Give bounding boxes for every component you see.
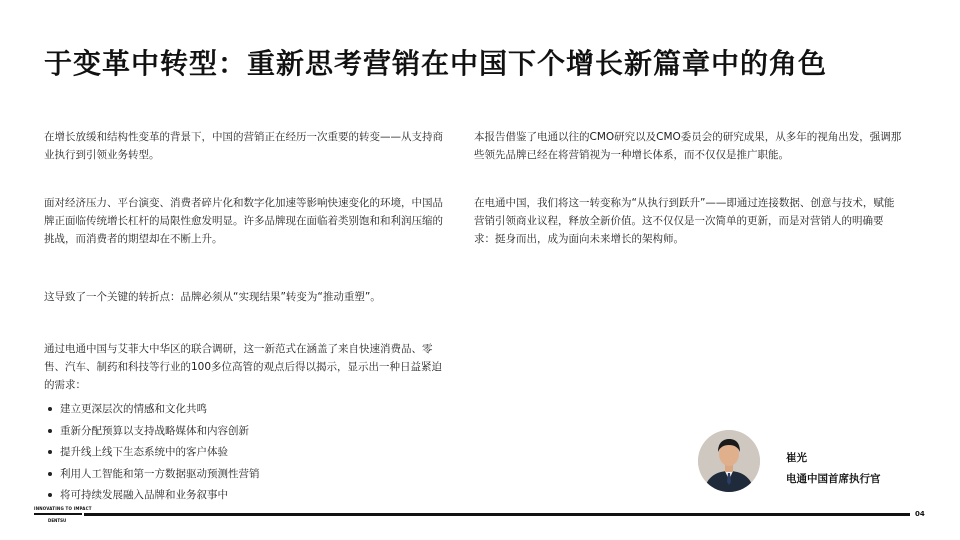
dentsu-logo [34,506,92,526]
bullet-text: 利用人工智能和第一方数据驱动预测性营销 [60,467,260,480]
bullet-item [44,400,444,418]
logo-bar [34,513,82,515]
author-avatar [698,430,760,492]
left-paragraph-2: 面对经济压力、平台演变、消费者碎片化和数字化加速等影响快速变化的环境，中国品牌正面临传统增长杠杆的局限性愈发明显。许多品牌现在面临着类别饱和和利润压缩的挑战，而消费者的期望却在不断上升。 [44,197,443,245]
footer-rule [84,513,910,516]
page-number: 04 [915,510,925,518]
left-paragraph-3: 这导致了一个关键的转折点：品牌必须从“实现结果”转变为“推动重塑”。 [44,291,381,303]
right-paragraph-2: 在电通中国，我们将这一转变称为“从执行到跃升”——即通过连接数据、创意与技术，赋能营销引领商业议程，释放全新价值。这不仅仅是一次简单的更新，而是对营销人的明确要求：挺身而出，成为面向未来增长的架构师。 [474,197,895,245]
bullet-dot-icon [48,493,52,497]
left-paragraph-4: 通过电通中国与艾菲大中华区的联合调研，这一新范式在涵盖了来自快速消费品、零售、汽车、制药和科技等行业的100多位高管的观点后得以揭示，显示出一种日益紧迫的需求： [44,343,443,391]
person-portrait-icon [698,430,760,492]
bullet-dot-icon [48,429,52,433]
needs-bullet-list [44,400,444,504]
bullet-item [44,465,444,483]
bullet-text: 建立更深层次的情感和文化共鸣 [60,403,207,415]
right-paragraph-1: 本报告借鉴了电通以往的CMO研究以及CMO委员会的研究成果，从多年的视角出发，强调那些领先品牌已经在将营销视为一种增长体系，而不仅仅是推广职能。 [474,131,902,161]
author-name: 崔光 [786,452,807,464]
author-title: 电通中国首席执行官 [786,473,881,485]
page-title: 于变革中转型：重新思考营销在中国下个增长新篇章中的角色 [44,47,828,80]
logo-wordmark: DENTSU [48,518,67,523]
bullet-dot-icon [48,450,52,454]
bullet-item [44,443,444,461]
bullet-text: 将可持续发展融入品牌和业务叙事中 [60,489,228,501]
bullet-text: 重新分配预算以支持战略媒体和内容创新 [60,424,249,437]
bullet-dot-icon [48,407,52,411]
bullet-item [44,422,444,440]
right-column [474,128,904,248]
bullet-text: 提升线上线下生态系统中的客户体验 [60,446,228,458]
bullet-dot-icon [48,472,52,476]
left-paragraph-1: 在增长放缓和结构性变革的背景下，中国的营销正在经历一次重要的转变——从支持商业执行到引领业务转型。 [44,131,443,161]
left-column [44,128,444,508]
bullet-item [44,486,444,504]
logo-tagline: INNOVATING TO IMPACT [34,506,92,511]
